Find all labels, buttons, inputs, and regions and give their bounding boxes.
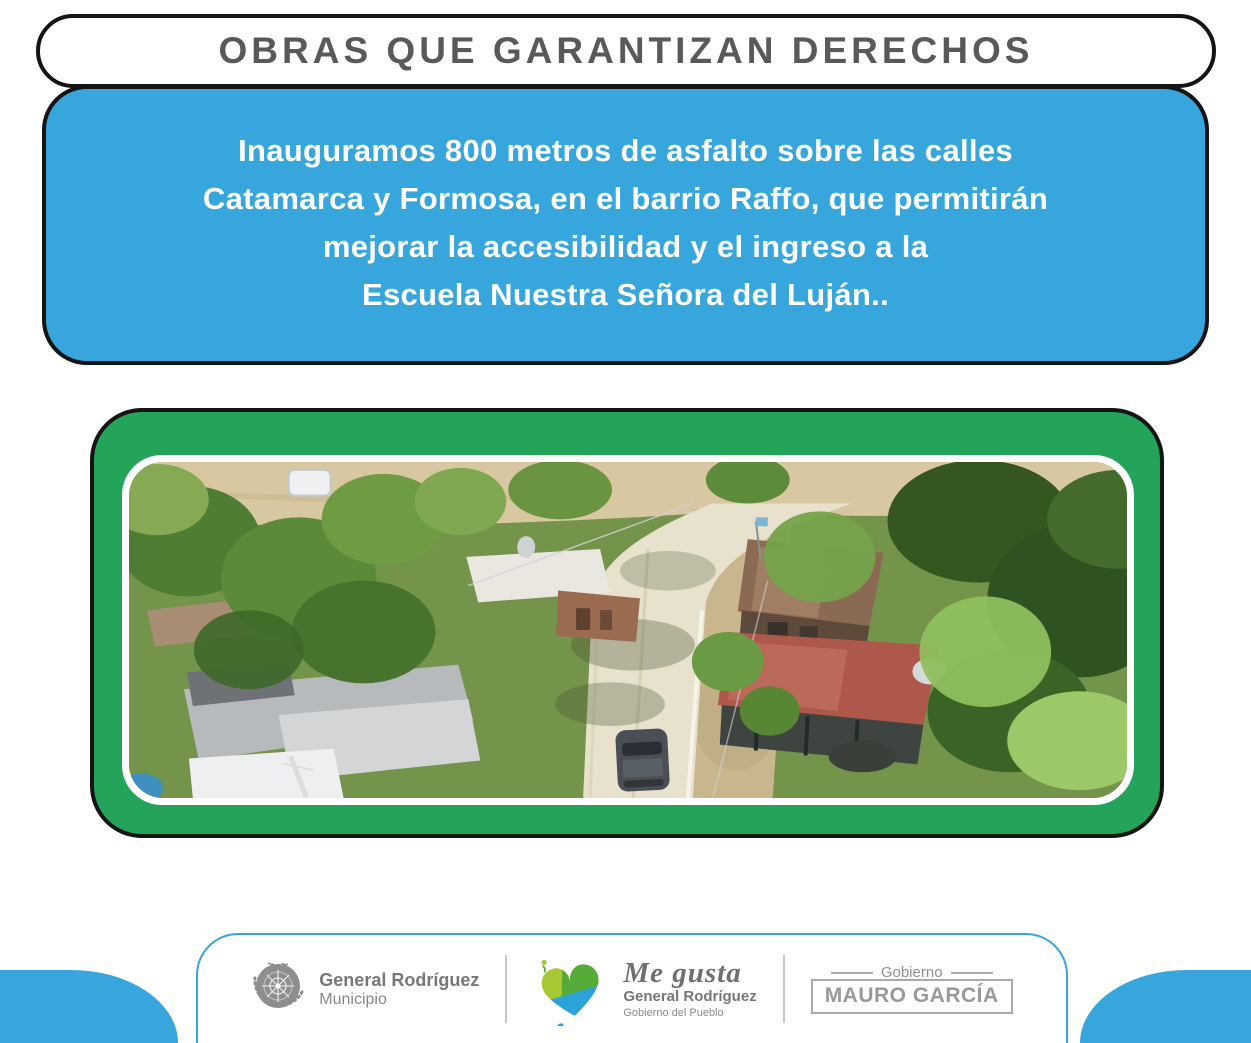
gobierno-right-line <box>951 972 993 974</box>
gobierno-name-box <box>811 979 1013 1014</box>
photo-white-frame <box>122 455 1134 805</box>
municipio-subtitle: Municipio <box>319 990 387 1008</box>
gobierno-logo-group <box>811 964 1013 1014</box>
announcement-box <box>42 85 1209 365</box>
announcement-line: mejorar la accesibilidad y el ingreso a la <box>322 229 929 264</box>
header-banner <box>36 14 1216 88</box>
me-gusta-name: General Rodríguez <box>623 988 757 1005</box>
municipal-seal-icon <box>251 960 305 1018</box>
gobierno-left-line <box>831 972 873 974</box>
footer-divider <box>505 955 507 1023</box>
bottom-left-blue-shape <box>0 970 178 1043</box>
me-gusta-logo-group <box>533 952 756 1026</box>
gobierno-name: MAURO GARCÍA <box>824 984 999 1007</box>
announcement-line: Catamarca y Formosa, en el barrio Raffo, que permitirán <box>202 181 1049 216</box>
gobierno-label: Gobierno <box>880 964 943 981</box>
aerial-photo <box>129 462 1127 798</box>
me-gusta-subtitle: Gobierno del Pueblo <box>623 1007 724 1019</box>
me-gusta-script: Me gusta <box>623 957 742 989</box>
municipio-name: General Rodríguez <box>319 969 480 990</box>
announcement-line: Inauguramos 800 metros de asfalto sobre las calles <box>238 133 1013 168</box>
footer-divider <box>783 955 785 1023</box>
car-on-road <box>615 728 670 792</box>
aerial-photo-illustration <box>129 462 1127 798</box>
heart-logo-icon <box>533 952 609 1026</box>
footer-logos-bar <box>196 933 1068 1043</box>
announcement-line: Escuela Nuestra Señora del Luján.. <box>361 277 890 312</box>
bottom-right-blue-shape <box>1080 970 1251 1043</box>
municipio-logo-group <box>251 960 479 1018</box>
page-title: OBRAS QUE GARANTIZAN DERECHOS <box>218 30 1034 71</box>
